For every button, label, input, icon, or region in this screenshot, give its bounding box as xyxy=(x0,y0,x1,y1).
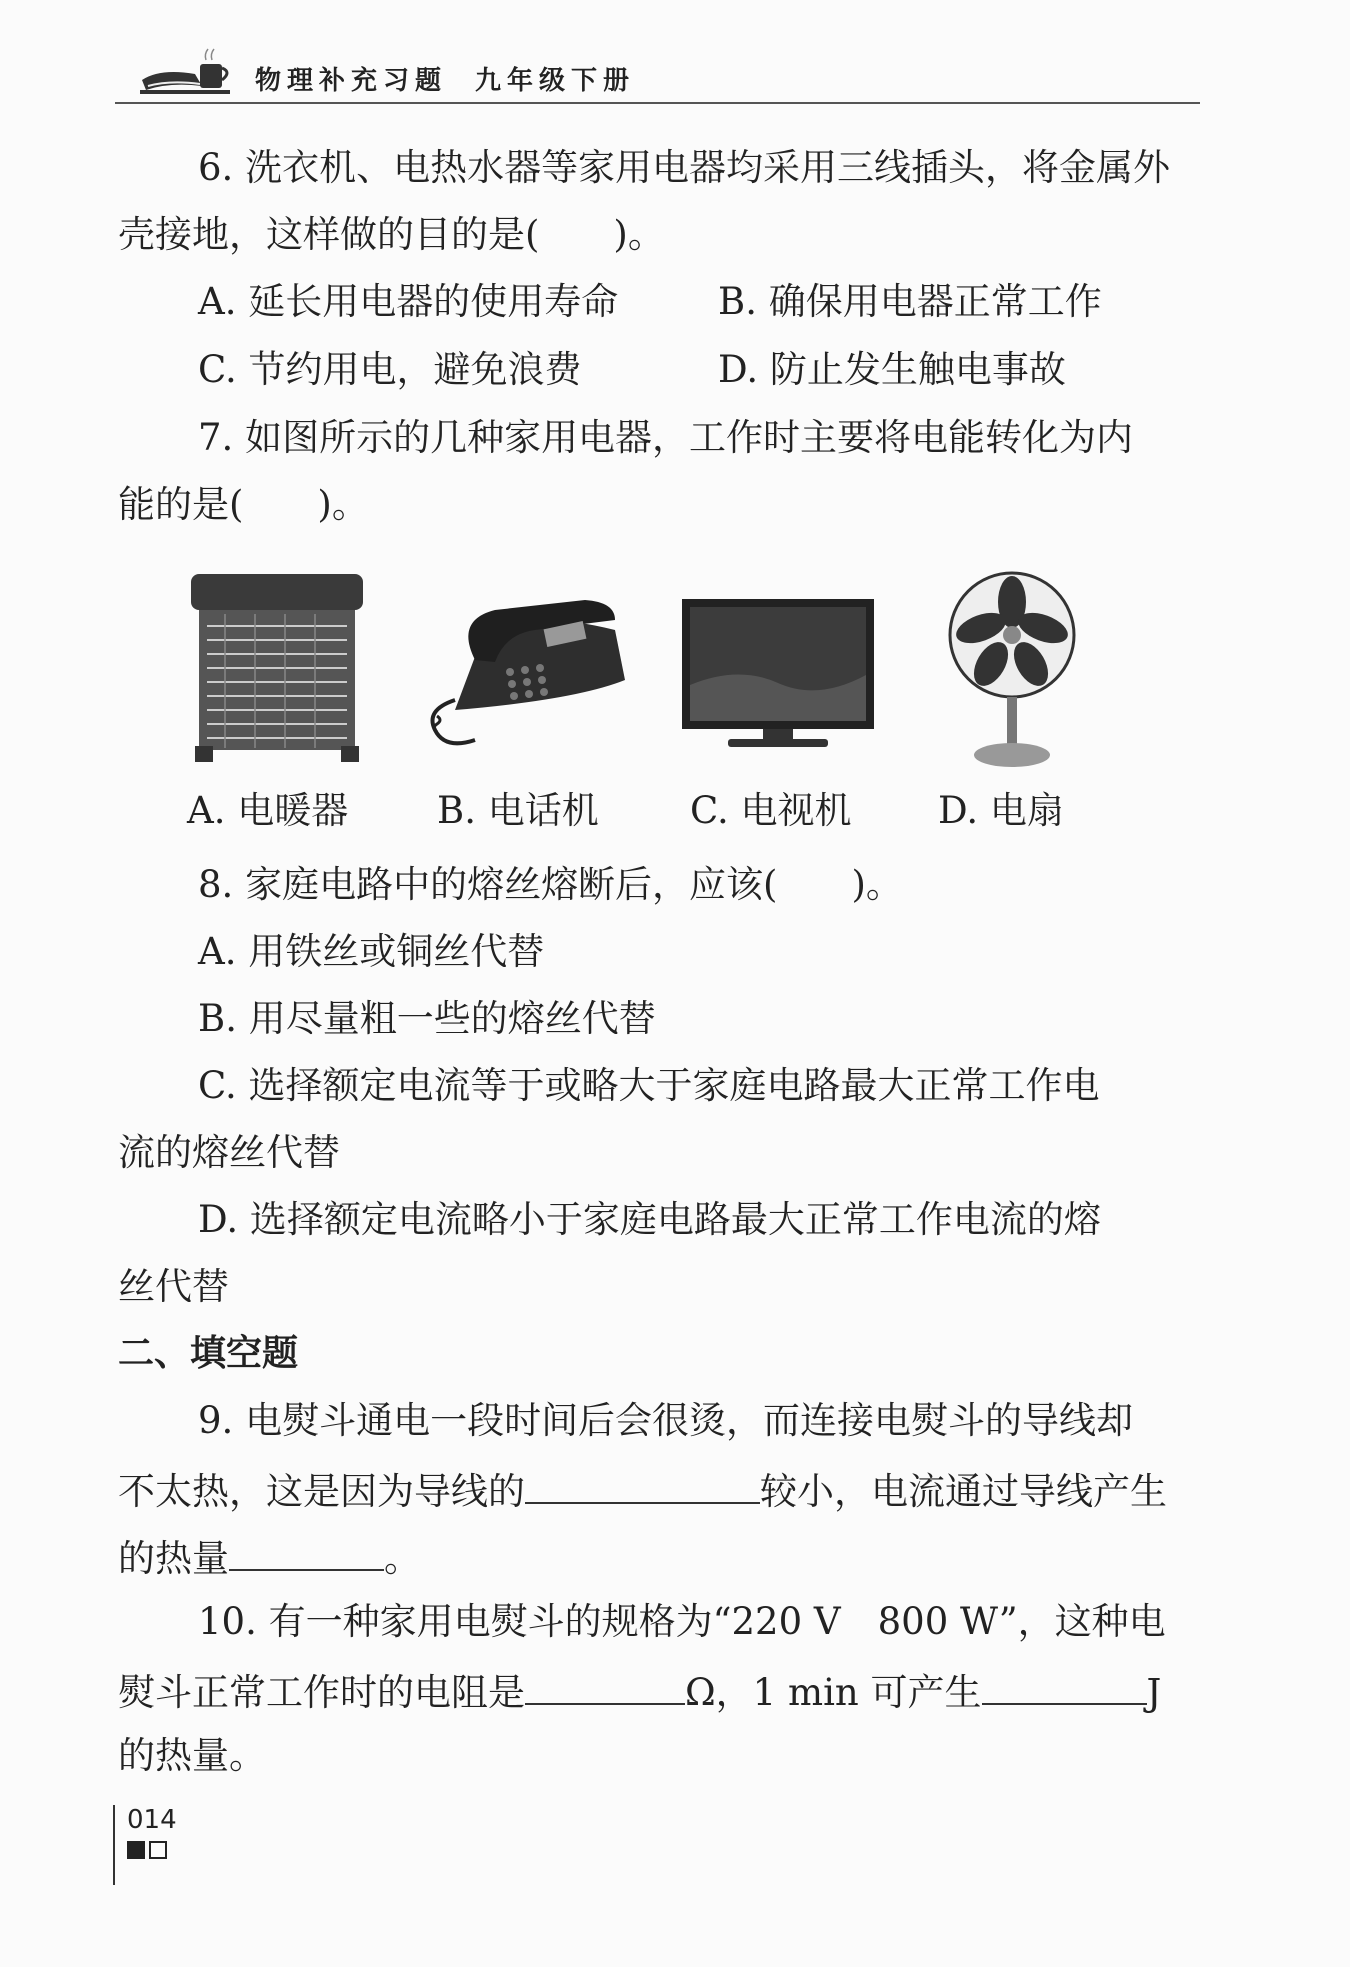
books-and-cup-logo-icon xyxy=(140,46,250,98)
q10-line2 xyxy=(118,1669,1203,1713)
q10-line2-text-a: 熨斗正常工作时的电阻是 xyxy=(118,1671,525,1714)
q8-option-a: A. 用铁丝或铜丝代替 xyxy=(198,930,545,973)
q9-line2-text-a: 不太热，这是因为导线的 xyxy=(118,1470,525,1513)
q9-line1: 9. 电熨斗通电一段时间后会很烫，而连接电熨斗的导线却 xyxy=(198,1399,1134,1442)
q10-line2-text-c: J xyxy=(1146,1671,1162,1714)
q9-blank-2[interactable] xyxy=(229,1535,384,1571)
q9-line3-text-a: 的热量 xyxy=(118,1537,229,1580)
q6-option-b: B. 确保用电器正常工作 xyxy=(718,280,1102,323)
q6-option-d: D. 防止发生触电事故 xyxy=(718,348,1066,391)
q8-option-b: B. 用尽量粗一些的熔丝代替 xyxy=(198,997,656,1040)
q9-line2-text-b: 较小，电流通过导线产生 xyxy=(760,1470,1167,1513)
figure-caption-c: C. 电视机 xyxy=(690,789,852,832)
q10-blank-1[interactable] xyxy=(525,1669,685,1705)
q8-option-c-line2: 流的熔丝代替 xyxy=(118,1131,340,1174)
q6-line1: 6. 洗衣机、电热水器等家用电器均采用三线插头，将金属外 xyxy=(198,146,1171,189)
page-marker xyxy=(127,1841,177,1859)
figure-caption-b: B. 电话机 xyxy=(437,789,599,832)
q8-option-d-line1: D. 选择额定电流略小于家庭电路最大正常工作电流的熔 xyxy=(198,1198,1101,1241)
page-number: 014 xyxy=(127,1805,177,1835)
q9-line2 xyxy=(118,1468,1203,1512)
q8-line1: 8. 家庭电路中的熔丝熔断后，应该( )。 xyxy=(198,863,903,906)
electric-heater-image xyxy=(185,570,370,765)
q6-option-a: A. 延长用电器的使用寿命 xyxy=(198,280,619,323)
q6-options-row2 xyxy=(198,350,1203,390)
grade-label: 九年级下册 xyxy=(475,66,636,96)
television-image xyxy=(678,595,878,775)
q10-line1: 10. 有一种家用电熨斗的规格为“220 V 800 W”，这种电 xyxy=(198,1600,1166,1643)
filled-square-icon xyxy=(127,1841,145,1859)
q6-options-row1 xyxy=(198,282,1203,322)
q8-option-c-line1: C. 选择额定电流等于或略大于家庭电路最大正常工作电 xyxy=(198,1064,1100,1107)
figure-caption-a: A. 电暖器 xyxy=(187,789,349,832)
electric-fan-image xyxy=(945,570,1080,770)
figure-caption-d: D. 电扇 xyxy=(938,789,1064,832)
page-footer xyxy=(113,1805,177,1885)
q10-line2-text-b: Ω，1 min 可产生 xyxy=(685,1671,982,1714)
header-title xyxy=(255,60,635,97)
q6-line2: 壳接地，这样做的目的是( )。 xyxy=(118,213,665,256)
q9-line3 xyxy=(118,1535,1203,1579)
q9-blank-1[interactable] xyxy=(525,1468,760,1504)
q9-line3-text-b: 。 xyxy=(384,1537,421,1580)
empty-square-icon xyxy=(149,1841,167,1859)
q10-blank-2[interactable] xyxy=(982,1669,1147,1705)
q8-option-d-line2: 丝代替 xyxy=(118,1265,229,1308)
book-title: 物理补充习题 xyxy=(255,66,448,96)
q7-line2: 能的是( )。 xyxy=(118,483,369,526)
section-title: 二、填空题 xyxy=(118,1333,299,1374)
q6-option-c: C. 节约用电，避免浪费 xyxy=(198,348,582,391)
q7-line1: 7. 如图所示的几种家用电器，工作时主要将电能转化为内 xyxy=(198,416,1134,459)
page-header xyxy=(115,40,1200,104)
q10-line3: 的热量。 xyxy=(118,1734,266,1777)
telephone-image xyxy=(415,590,630,755)
